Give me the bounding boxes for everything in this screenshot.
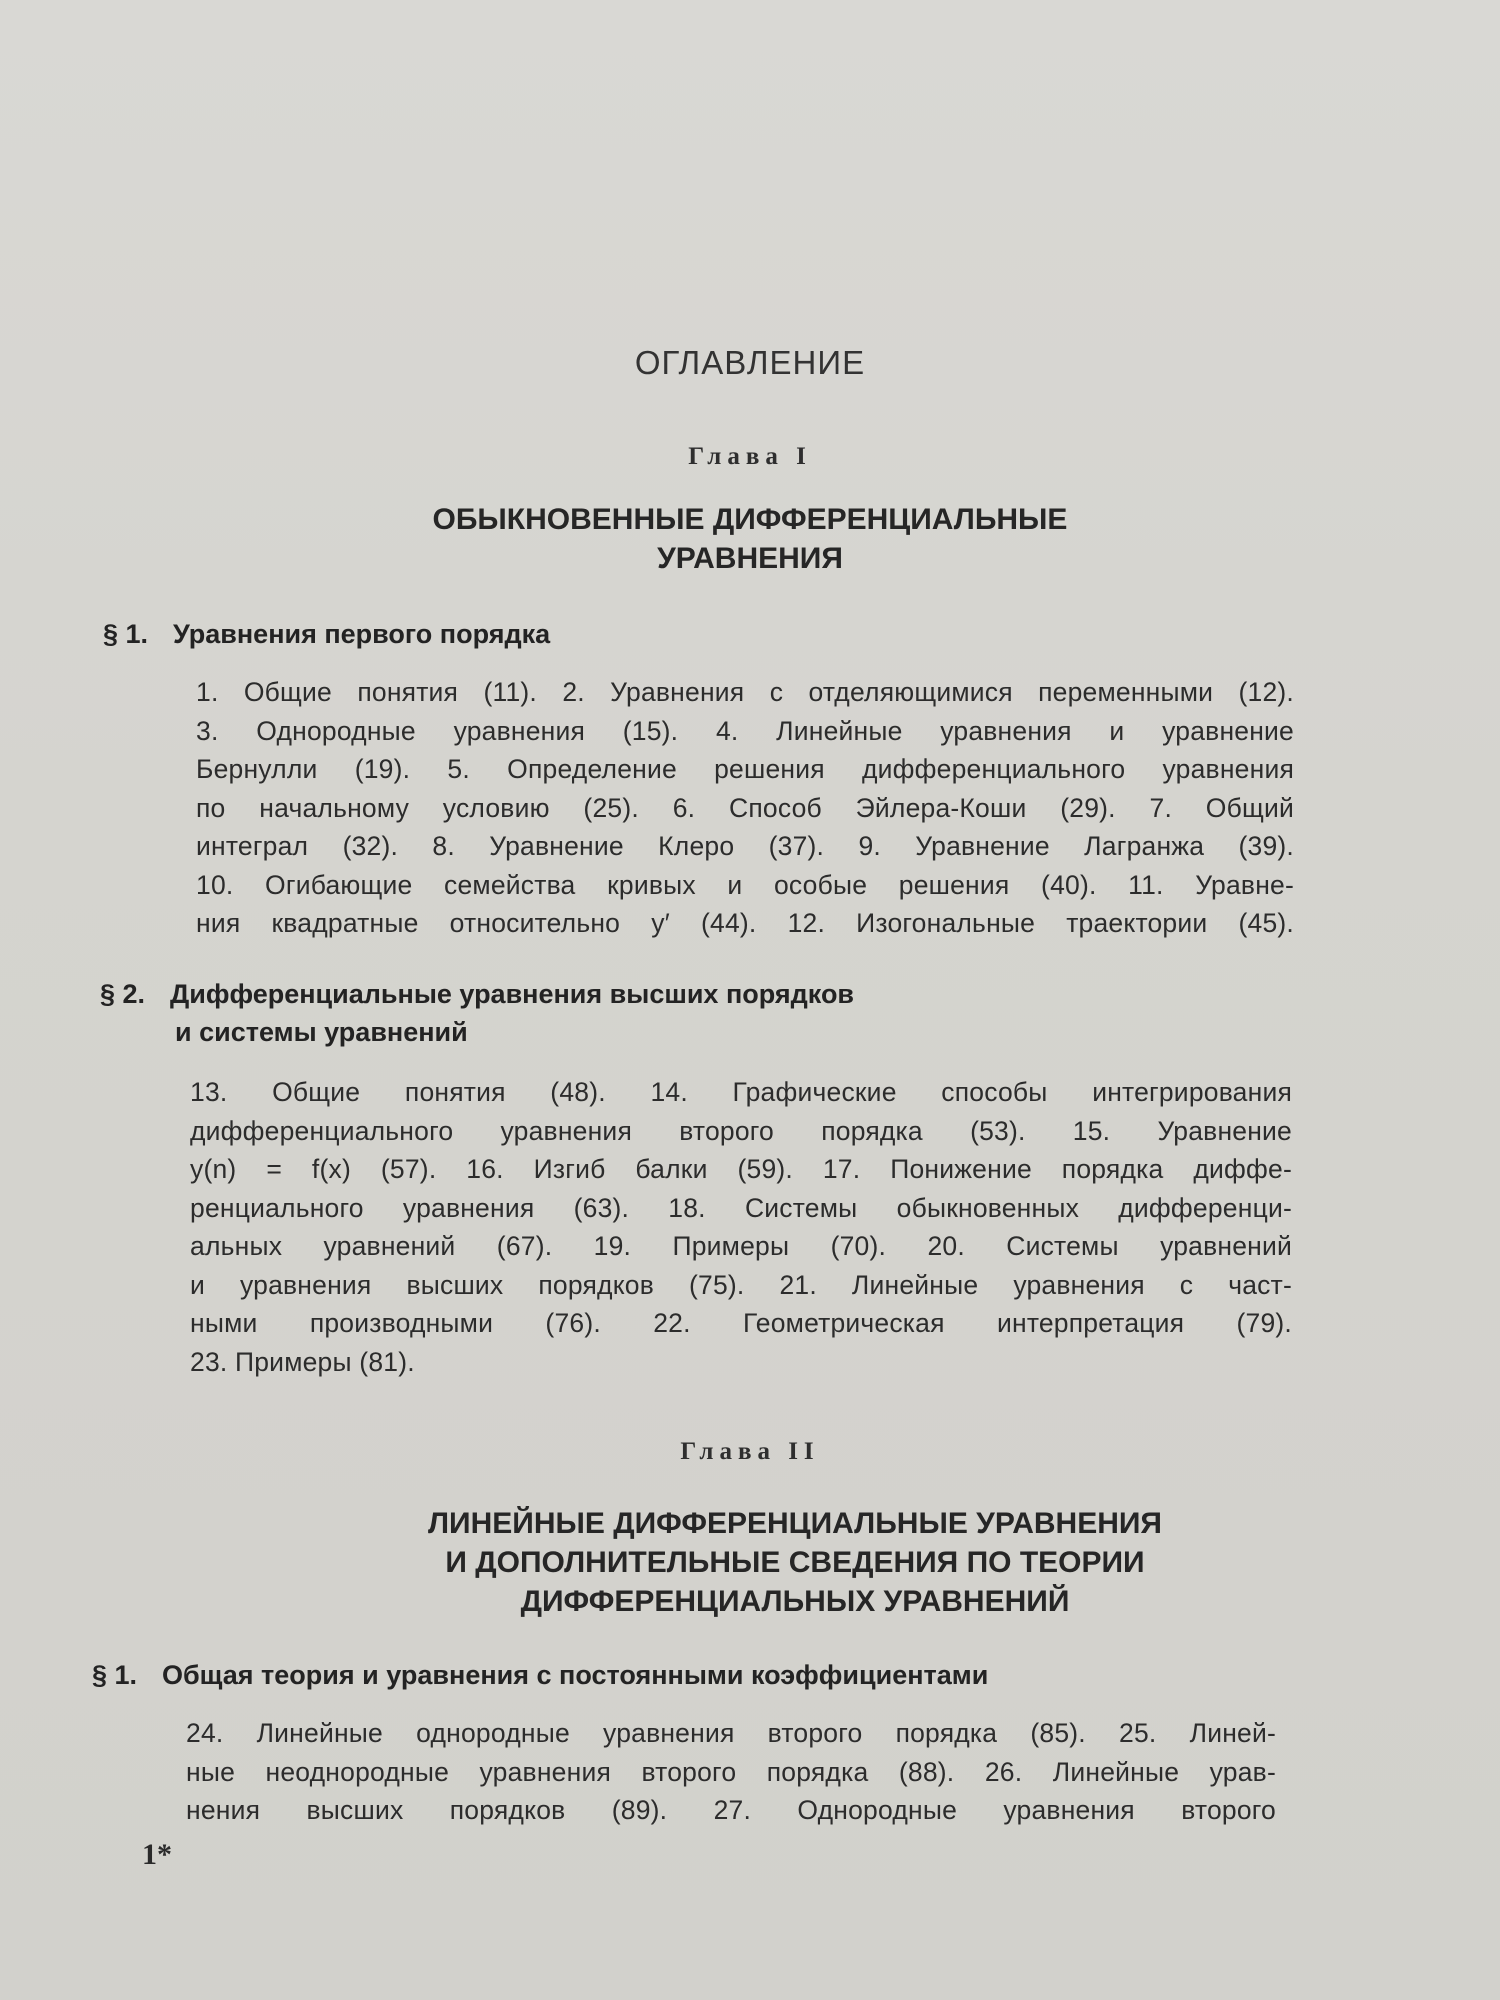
chapter-2-title-line: ДИФФЕРЕНЦИАЛЬНЫХ УРАВНЕНИЙ xyxy=(520,1585,1070,1618)
section-number: § 1. xyxy=(103,619,149,649)
chapter-1-title xyxy=(0,500,1500,578)
entry-line: и уравнения высших порядков (75). 21. Линейные уравнения с част- xyxy=(190,1269,1292,1300)
entry-line: ные неоднородные уравнения второго порядка (88). 26. Линейные урав- xyxy=(186,1756,1276,1787)
entry-line: дифференциального уравнения второго порядка (53). 15. Уравнение xyxy=(190,1115,1292,1146)
toc-title: ОГЛАВЛЕНИЕ xyxy=(634,344,866,381)
chapter-2-title-line: ЛИНЕЙНЫЕ ДИФФЕРЕНЦИАЛЬНЫЕ УРАВНЕНИЯ xyxy=(427,1507,1162,1540)
section-number: § 1. xyxy=(92,1660,138,1690)
entry-line: альных уравнений (67). 19. Примеры (70). 20. Системы уравнений xyxy=(190,1231,1292,1261)
entry-line: 10. Огибающие семейства кривых и особые решения (40). 11. Уравне- xyxy=(196,869,1294,900)
section-heading-line: и системы уравнений xyxy=(175,1017,468,1047)
section-heading-line: Дифференциальные уравнения высших порядков xyxy=(170,979,855,1009)
entry-line: нения высших порядков (89). 27. Однородные уравнения второго xyxy=(186,1795,1276,1825)
section-number: § 2. xyxy=(100,979,146,1009)
entry-line: по начальному условию (25). 6. Способ Эйлера-Коши (29). 7. Общий xyxy=(196,792,1294,823)
chapter-2-title xyxy=(45,1504,1500,1621)
entry-line: Бернулли (19). 5. Определение решения дифференциального уравнения xyxy=(196,754,1294,784)
entry-line: ными производными (76). 22. Геометрическая интерпретация (79). xyxy=(190,1308,1292,1338)
section-heading-1-1 xyxy=(103,615,550,653)
entry-line: 13. Общие понятия (48). 14. Графические способы интегрирования xyxy=(190,1077,1292,1107)
entry-line: 3. Однородные уравнения (15). 4. Линейные уравнения и уравнение xyxy=(196,715,1294,746)
entry-line: y(n) = f(x) (57). 16. Изгиб балки (59). 17. Понижение порядка диффе- xyxy=(190,1154,1292,1184)
chapter-1-title-line: ОБЫКНОВЕННЫЕ ДИФФЕРЕНЦИАЛЬНЫЕ xyxy=(432,503,1068,536)
entry-line: ренциального уравнения (63). 18. Системы обыкновенных дифференци- xyxy=(190,1192,1292,1223)
chapter-1-label: Глава I xyxy=(688,443,812,470)
chapter-1-title-line: УРАВНЕНИЯ xyxy=(657,542,843,575)
section-entries-1-2 xyxy=(190,1073,1292,1381)
section-heading-line: Общая теория и уравнения с постоянными коэффициентами xyxy=(162,1660,989,1690)
page-folio: 1* xyxy=(142,1838,172,1871)
section-heading-2-1 xyxy=(92,1656,988,1694)
section-entries-1-1 xyxy=(196,673,1294,943)
chapter-2-title-line: И ДОПОЛНИТЕЛЬНЫЕ СВЕДЕНИЯ ПО ТЕОРИИ xyxy=(445,1546,1145,1579)
entry-line: ния квадратные относительно y′ (44). 12. Изогональные траектории (45). xyxy=(196,908,1294,938)
chapter-2-label: Глава II xyxy=(680,1438,820,1465)
section-heading-line: Уравнения первого порядка xyxy=(173,619,551,649)
entry-line: 23. Примеры (81). xyxy=(190,1346,415,1377)
entry-line: 24. Линейные однородные уравнения второго порядка (85). 25. Линей- xyxy=(186,1718,1276,1748)
section-entries-2-1 xyxy=(186,1714,1276,1830)
section-heading-1-2 xyxy=(100,975,854,1051)
entry-line: интеграл (32). 8. Уравнение Клеро (37). 9. Уравнение Лагранжа (39). xyxy=(196,831,1294,861)
entry-line: 1. Общие понятия (11). 2. Уравнения с отделяющимися переменными (12). xyxy=(196,677,1294,707)
